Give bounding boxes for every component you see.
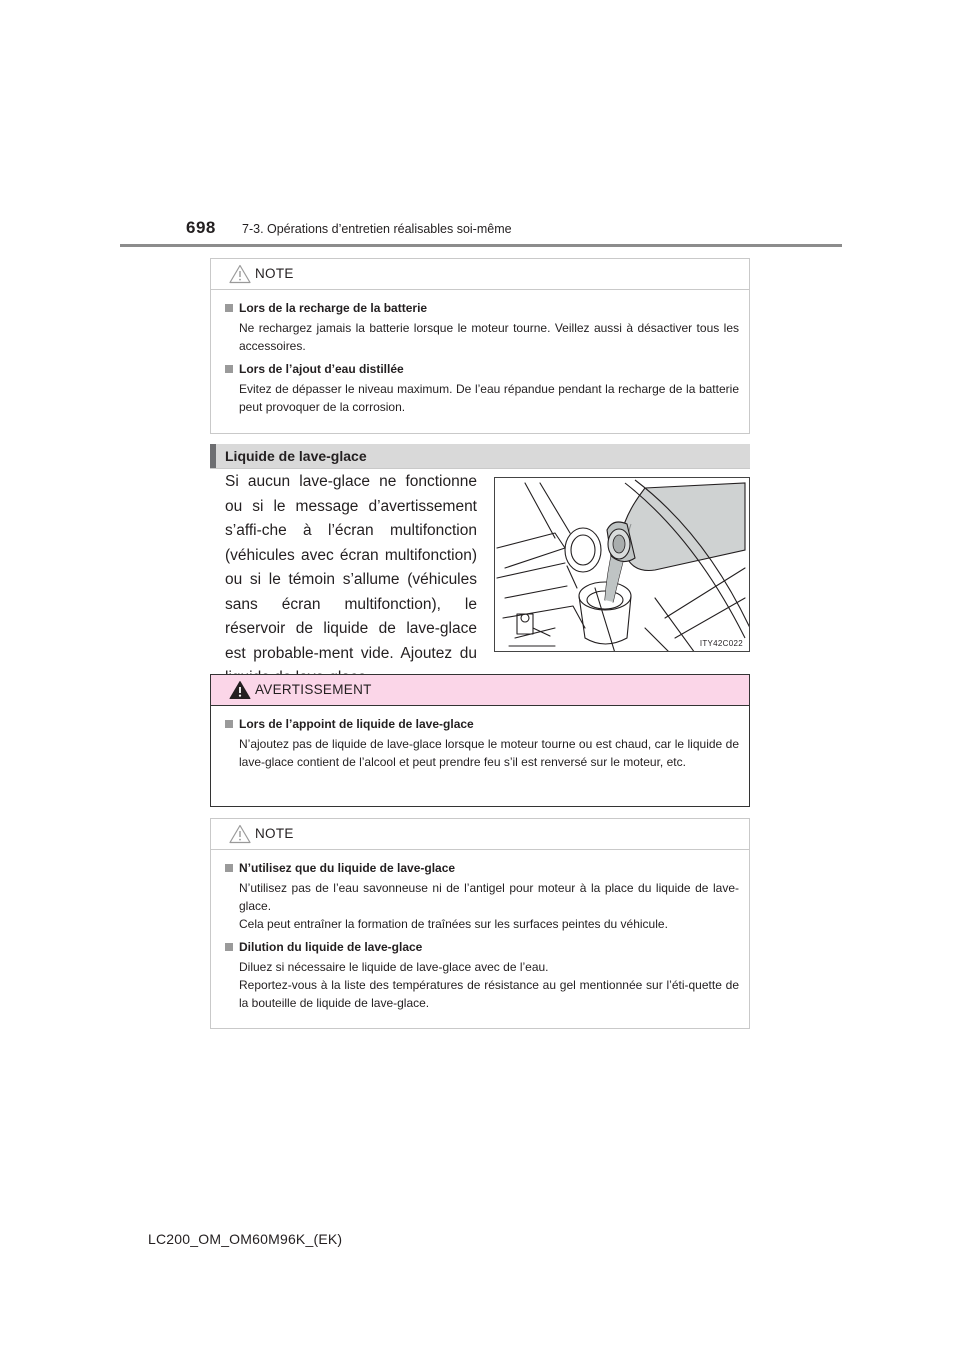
square-bullet-icon bbox=[225, 720, 233, 728]
warning-item bbox=[221, 716, 739, 771]
warning-box-body bbox=[211, 706, 749, 783]
washer-fluid-illustration bbox=[494, 477, 750, 652]
warning-triangle-outline-icon bbox=[229, 264, 251, 284]
section-heading-text: Liquide de lave-glace bbox=[225, 448, 367, 464]
note-item-text: Evitez de dépasser le niveau maximum. De l’eau répandue pendant la recharge de la batterie peut provoquer de la corrosion. bbox=[239, 382, 739, 414]
note-item-title: Dilution du liquide de lave-glace bbox=[221, 939, 739, 955]
warning-box-title: AVERTISSEMENT bbox=[255, 682, 372, 697]
square-bullet-icon bbox=[225, 365, 233, 373]
note-item-title: Lors de l’ajout d’eau distillée bbox=[221, 361, 739, 377]
note-item bbox=[221, 860, 739, 933]
note-box-header bbox=[211, 259, 749, 290]
warning-item-text: N’ajoutez pas de liquide de lave-glace lorsque le moteur tourne ou est chaud, car le liquide de lave-glace contient de l’alcool et peut prendre feu s’il est renversé sur le moteur, etc. bbox=[239, 737, 739, 769]
note-box-header bbox=[211, 819, 749, 850]
square-bullet-icon bbox=[225, 943, 233, 951]
warning-box-washer bbox=[210, 674, 750, 807]
page-number: 698 bbox=[186, 218, 216, 237]
note-item bbox=[221, 939, 739, 1012]
note-item-title: N’utilisez que du liquide de lave-glace bbox=[221, 860, 739, 876]
note-item-title: Lors de la recharge de la batterie bbox=[221, 300, 739, 316]
warning-box-header bbox=[211, 675, 749, 706]
note-item-line: Diluez si nécessaire le liquide de lave-glace avec de l’eau. bbox=[239, 960, 549, 974]
heading-accent-bar bbox=[210, 444, 216, 468]
note-box-title: NOTE bbox=[255, 266, 294, 281]
warning-item-title: Lors de l’appoint de liquide de lave-glace bbox=[221, 716, 739, 732]
section-title: 7-3. Opérations d’entretien réalisables soi-même bbox=[242, 222, 512, 236]
note-box-body bbox=[211, 290, 749, 428]
washer-fluid-paragraph: Si aucun lave-glace ne fonctionne ou si le message d’avertissement s’affi-che à l’écran multifonction (véhicules avec écran multifonction) ou si le témoin s’allume (véhicules sans écran multifonction), le réservoir de liquide de lave-glace est probable-ment vide. Ajoutez du bbox=[225, 473, 477, 662]
square-bullet-icon bbox=[225, 864, 233, 872]
note-box-washer bbox=[210, 818, 750, 1029]
warning-triangle-filled-icon bbox=[229, 680, 251, 700]
section-heading bbox=[210, 444, 750, 468]
note-item-line: Cela peut entraîner la formation de traînées sur les surfaces peintes du véhicule. bbox=[239, 917, 668, 931]
document-code-footer: LC200_OM_OM60M96K_(EK) bbox=[148, 1231, 343, 1247]
note-item-text bbox=[221, 958, 739, 1012]
note-item-text: Ne rechargez jamais la batterie lorsque le moteur tourne. Veillez aussi à désactiver tous les accessoires. bbox=[239, 321, 739, 353]
square-bullet-icon bbox=[225, 304, 233, 312]
note-item-line: Reportez-vous à la liste des températures de résistance au gel mentionnée sur l’éti-quette de la bouteille de liquide de lave-glace. bbox=[239, 978, 739, 1010]
note-box-title: NOTE bbox=[255, 826, 294, 841]
warning-triangle-outline-icon bbox=[229, 824, 251, 844]
note-box-battery bbox=[210, 258, 750, 434]
figure-code: ITY42C022 bbox=[699, 639, 743, 648]
note-item bbox=[221, 361, 739, 416]
pouring-bottle-drawing bbox=[495, 478, 750, 652]
header-divider bbox=[120, 244, 842, 247]
note-item-line: N’utilisez pas de l’eau savonneuse ni de l’antigel pour moteur à la place du liquide de lave-glace. bbox=[239, 881, 739, 913]
heading-divider bbox=[210, 468, 750, 469]
note-item-text bbox=[221, 879, 739, 933]
note-box-body bbox=[211, 850, 749, 1024]
note-item bbox=[221, 300, 739, 355]
